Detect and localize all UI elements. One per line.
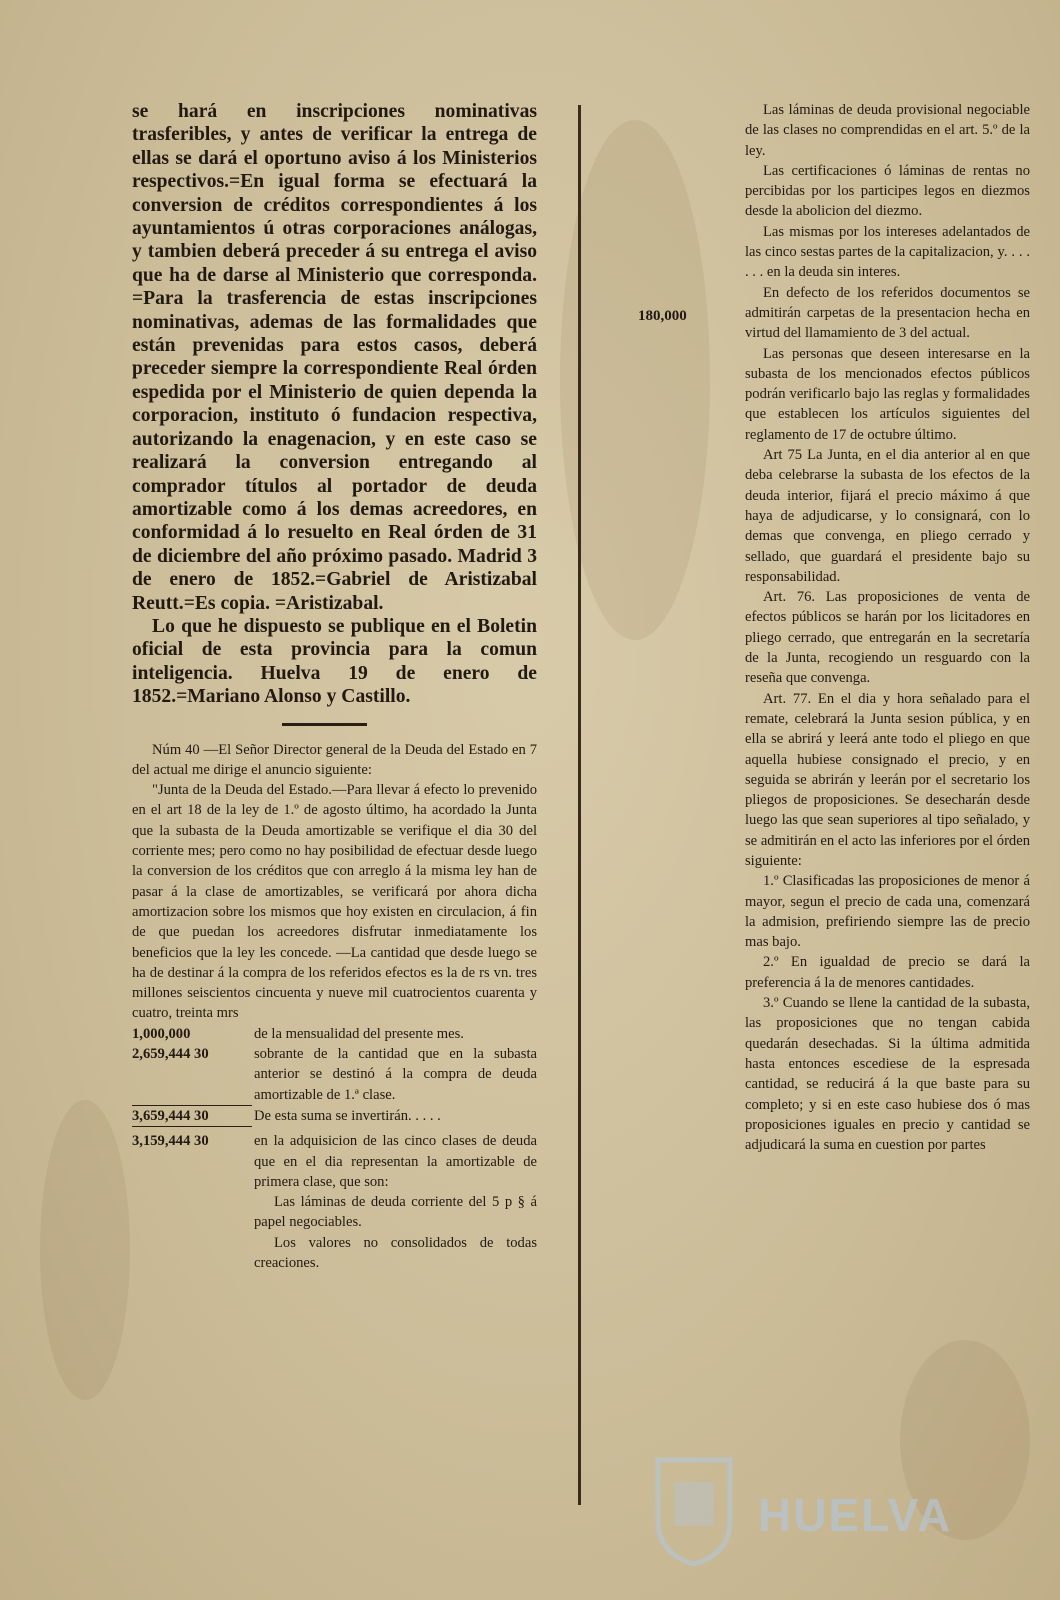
left-column	[132, 100, 537, 1273]
paragraph: Las certificaciones ó láminas de rentas no percibidas por los participes legos en diezmos desde la abolicion del diezmo.	[745, 162, 1030, 220]
amount-figure: 2,659,444 30	[132, 1046, 209, 1063]
right-column	[745, 100, 1030, 1155]
section-separator	[282, 723, 367, 726]
decree-text: se hará en inscripciones nominativas trasferibles, y antes de verificar la entrega de ellas se dará el oportuno aviso á los Ministerios respectivos.=En igual forma se efectuará la conversion de créditos correspondientes á los ayuntamientos ú otras corporaciones análogas, y tambien deberá preceder á su entrega el aviso que ha de darse al Ministerio que corresponda. =Para la trasferencia de estas inscripciones nominativas, ademas de las formalidades que están prevenidas para estos casos, deberá preceder siempre la correspondiente Real órden espedida por el Ministerio de quien dependa la corporacion, instituto ó fundacion respectiva, autorizando la enagenacion, y en este caso se realizará la conversion entregando al comprador títulos al portador de deuda amortizable como á los demas acreedores, en conformidad á lo resuelto en Real órden de 31 de diciembre del año próximo pasado. Madrid 3 de enero de 1852.=Gabriel de Aristizabal Reutt.=Es copia. =Aristizabal.	[132, 101, 537, 614]
amount-row	[132, 1131, 537, 1192]
amount-row	[132, 1024, 537, 1044]
rule-3: 3.º Cuando se llene la cantidad de la subasta, las proposiciones que no tengan cabida quedarán desechadas. Si la última admitida hasta entonces escediese de la espresada cantidad, se reducirá á la que baste para su completo; y si en este caso hubiese dos ó mas proposiciones iguales en precio y cantidad se adjudicará la suma en cuestion por partes	[745, 995, 1030, 1154]
rule-1: 1.º Clasificadas las proposiciones de menor á mayor, segun el precio de cada una, comenzará la admision, prefiriendo siempre las de precio mas bajo.	[745, 873, 1030, 951]
notice-body: "Junta de la Deuda del Estado.—Para llevar á efecto lo prevenido en el art 18 de la ley de 1.º de agosto último, ha acordado la Junta que la subasta de la Deuda amortizable se verifique el dia 30 del corriente mes; pero como no hay posibilidad de efectuar desde luego la conversion de los créditos que con arreglo á la misma ley han de pasar á la clase de amortizables, se verificará por ahora dicha amortizacion sobre los mismos que hoy existen en circulacion, á fin de que puedan los acreedores disfrutar inmediatamente los beneficios que la ley les concede. —La cantidad que desde luego se ha de destinar á la compra de los referidos efectos es la de rs vn. tres millones seiscientos cincuenta y nueve mil cuatrocientos cuarenta y cuatro, treinta mrs	[132, 782, 537, 1022]
paragraph: Las láminas de deuda provisional negociable de las clases no comprendidas en el art. 5.º de la ley.	[745, 102, 1030, 159]
amount-row	[132, 1044, 537, 1105]
amount-figure: 3,659,444 30	[132, 1107, 209, 1124]
amount-row	[132, 1106, 537, 1126]
watermark-text: HUELVA	[758, 1489, 953, 1541]
amount-description: de la mensualidad del presente mes.	[254, 1025, 464, 1042]
article-75: Art 75 La Junta, en el dia anterior al en que deba celebrarse la subasta de los efectos de la deuda interior, fijará el precio máximo á que haya de adjudicarse, y lo consignará, con lo demas que convenga, en pliego cerrado y sellado, que guardará el presidente bajo su responsabilidad.	[745, 447, 1030, 585]
paragraph: Las mismas por los intereses adelantados de las cinco sestas partes de la capitalizacion, y. . . . . . . en la deuda sin interes.	[745, 223, 1030, 281]
rule-2: 2.º En igualdad de precio se dará la preferencia á la de menores cantidades.	[745, 954, 1030, 991]
amount-description: sobrante de la cantidad que en la subasta anterior se destinó á la compra de deuda amortizable de 1.ª clase.	[254, 1046, 537, 1103]
amount-description: en la adquisicion de las cinco clases de deuda que en el dia representan la amortizable de primera clase, que son:	[254, 1133, 537, 1190]
column-divider	[578, 105, 581, 1505]
publication-notice: Lo que he dispuesto se publique en el Boletin oficial de esta provincia para la comun inteligencia. Huelva 19 de enero de 1852.=Mariano Alonso y Castillo.	[132, 615, 537, 708]
amounts-table	[132, 1024, 537, 1274]
library-seal-icon	[650, 1450, 738, 1568]
margin-figure: 180,000	[638, 308, 687, 324]
article-76: Art. 76. Las proposiciones de venta de efectos públicos se harán por los licitadores en pliego cerrado, que entregarán en la secretaría de la Junta, recogiendo un resguardo con la reseña que convenga.	[745, 589, 1030, 687]
amount-figure: 3,159,444 30	[132, 1133, 209, 1150]
amount-figure: 1,000,000	[132, 1025, 191, 1042]
notice-intro: Núm 40 —El Señor Director general de la Deuda del Estado en 7 del actual me dirige el anuncio siguiente:	[132, 741, 537, 778]
list-item: Las láminas de deuda corriente del 5 p § á papel negociables.	[254, 1194, 537, 1231]
sum-line	[132, 1126, 252, 1127]
amount-description: De esta suma se invertirán. . . . .	[254, 1107, 441, 1124]
list-item: Los valores no consolidados de todas creaciones.	[254, 1234, 537, 1271]
paragraph: En defecto de los referidos documentos se admitirán carpetas de la presentacion hecha en virtud del llamamiento de 3 del actual.	[745, 284, 1030, 342]
article-77: Art. 77. En el dia y hora señalado para el remate, celebrará la Junta sesion pública, y en ella se abrirá y leerá ante todo el pliego en que aquella hubiese consignado el precio, y en seguida se abrirán y leerán por el secretario los pliegos de proposiciones. Se desecharán desde luego las que sean superiores al tipo señalado, y se admitirán en el acto las inferiores por el órden siguiente:	[745, 690, 1030, 869]
paragraph: Las personas que deseen interesarse en la subasta de los mencionados efectos públicos podrán verificarlo bajo las reglas y formalidades que establecen los artículos siguientes del reglamento de 17 de octubre último.	[745, 345, 1030, 443]
